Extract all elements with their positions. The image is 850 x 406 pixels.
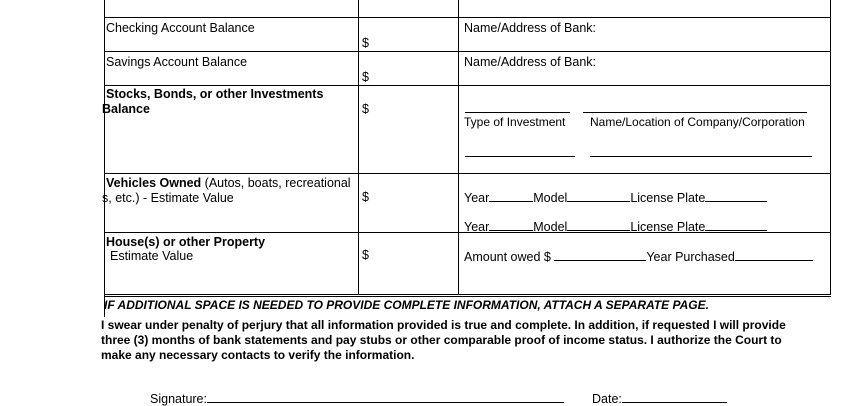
signature-line <box>150 390 564 406</box>
type-investment-blank[interactable] <box>465 112 570 113</box>
vehicle-model-label: Model <box>533 191 568 205</box>
date-blank[interactable] <box>622 390 727 403</box>
checking-label: Checking Account Balance <box>106 21 255 35</box>
vehicle-line-2 <box>464 218 767 234</box>
date-line <box>592 390 727 406</box>
company-label: Name/Location of Company/Corporation <box>590 115 805 129</box>
vehicle-plate-label: License Plate <box>630 191 706 205</box>
row-rule <box>104 17 831 18</box>
vehicle-line-1 <box>464 189 767 205</box>
additional-space-notice: IF ADDITIONAL SPACE IS NEEDED TO PROVIDE COMPLETE INFORMATION, ATTACH A SEPARATE PAGE. <box>104 298 709 312</box>
savings-bank-label: Name/Address of Bank: <box>464 55 597 69</box>
vehicle-year-label: Year <box>464 191 490 205</box>
vehicle-year-label: Year <box>464 220 490 234</box>
amount-owed-label: Amount owed $ <box>464 250 551 264</box>
stocks-label-line1: Stocks, Bonds, or other Investments <box>106 87 324 101</box>
amount-owed-blank[interactable] <box>554 248 646 261</box>
perjury-statement: I swear under penalty of perjury that all information provided is true and complete. In addition, if requested I will provide three (3) months of bank statements and pay stubs or other comparable proof of income status. I authorize the Court to make any necessary contacts to verify the information. <box>101 318 786 362</box>
type-investment-label: Type of Investment <box>464 115 566 129</box>
stocks-label-line2: Balance <box>102 102 150 116</box>
stocks-dollar: $ <box>362 102 369 116</box>
houses-label-line2: Estimate Value <box>110 249 194 263</box>
table-left-border <box>104 0 105 317</box>
company-blank-2[interactable] <box>590 156 812 157</box>
vehicle-plate-blank[interactable] <box>705 218 767 231</box>
row-rule <box>104 296 831 297</box>
houses-label-line1: House(s) or other Property <box>106 235 266 249</box>
table-divider-right <box>458 0 459 295</box>
row-rule <box>104 294 831 295</box>
vehicle-plate-label: License Plate <box>630 220 706 234</box>
vehicle-year-blank[interactable] <box>489 218 533 231</box>
row-rule <box>104 173 831 174</box>
savings-label: Savings Account Balance <box>106 55 248 69</box>
vehicles-label-normal: (Autos, boats, recreational <box>201 176 351 190</box>
row-rule <box>104 51 831 52</box>
savings-dollar: $ <box>362 70 369 84</box>
checking-bank-label: Name/Address of Bank: <box>464 21 597 35</box>
vehicles-label-line1 <box>106 176 351 190</box>
signature-blank[interactable] <box>207 390 564 403</box>
vehicles-label-line2: s, etc.) - Estimate Value <box>102 191 234 205</box>
checking-dollar: $ <box>362 36 369 50</box>
year-purchased-label: Year Purchased <box>646 250 735 264</box>
date-label: Date: <box>592 392 622 406</box>
house-amount-line <box>464 248 813 264</box>
houses-dollar: $ <box>362 248 369 262</box>
vehicle-model-blank[interactable] <box>567 218 630 231</box>
vehicles-label-bold: Vehicles Owned <box>106 176 202 190</box>
vehicle-plate-blank[interactable] <box>705 189 767 202</box>
signature-label: Signature: <box>150 392 207 406</box>
year-purchased-blank[interactable] <box>735 248 813 261</box>
company-blank[interactable] <box>583 112 807 113</box>
vehicle-model-label: Model <box>533 220 568 234</box>
table-divider-left <box>358 0 359 295</box>
row-rule <box>104 85 831 86</box>
vehicle-model-blank[interactable] <box>567 189 630 202</box>
table-right-border <box>830 0 831 295</box>
vehicle-year-blank[interactable] <box>489 189 533 202</box>
vehicles-dollar: $ <box>362 190 369 204</box>
type-investment-blank-2[interactable] <box>465 156 575 157</box>
